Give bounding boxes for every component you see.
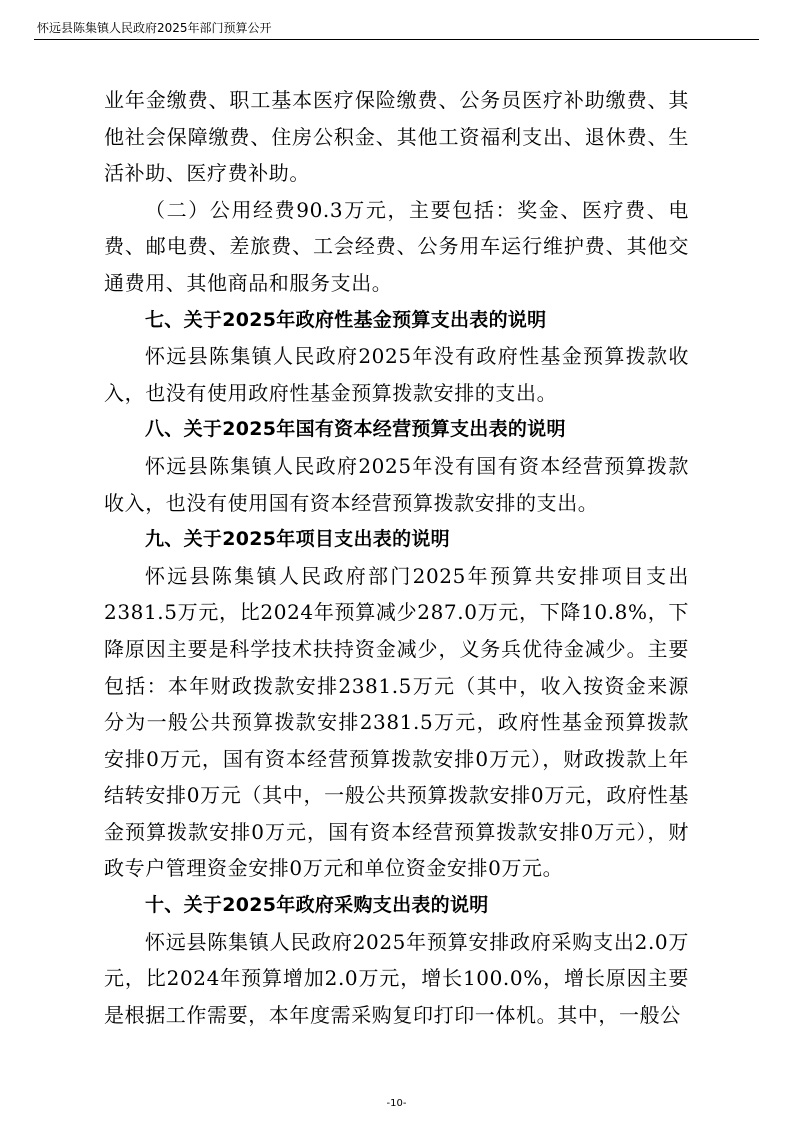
paragraph-government-fund: 怀远县陈集镇人民政府2025年没有政府性基金预算拨款收入，也没有使用政府性基金预算拨款安排的支出。 [104,344,689,405]
section-heading-8: 八、关于2025年国有资本经营预算支出表的说明 [145,418,566,441]
paragraph-personnel-expenses-continued: 业年金缴费、职工基本医疗保险缴费、公务员医疗补助缴费、其他社会保障缴费、住房公积金、其他工资福利支出、退休费、生活补助、医疗费补助。 [104,88,689,186]
header-divider [34,39,759,40]
paragraph-public-expenses: （二）公用经费90.3万元，主要包括：奖金、医疗费、电费、邮电费、差旅费、工会经费、公务用车运行维护费、其他交通费用、其他商品和服务支出。 [104,197,689,295]
paragraph-government-procurement: 怀远县陈集镇人民政府2025年预算安排政府采购支出2.0万元，比2024年预算增加2.0万元，增长100.0%，增长原因主要是根据工作需要，本年度需采购复印打印一体机。其中，一般公 [104,929,689,1027]
page-number: -10- [386,1098,407,1109]
document-body [104,82,689,1033]
paragraph-state-capital: 怀远县陈集镇人民政府2025年没有国有资本经营预算拨款收入，也没有使用国有资本经营预算拨款安排的支出。 [104,453,689,515]
section-heading-9: 九、关于2025年项目支出表的说明 [145,528,450,551]
paragraph-project-expenses: 怀远县陈集镇人民政府部门2025年预算共安排项目支出2381.5万元，比2024年预算减少287.0万元，下降10.8%，下降原因主要是科学技术扶持资金减少，义务兵优待金减少。主要包括：本年财政拨款安排2381.5万元（其中，收入按资金来源分为一般公共预算拨款安排2381.5万元，政府性基金预算拨款安排0万元，国有资本经营预算拨款安排0万元），财政拨款上年结转安排0万元（其中，一般公共预算拨款安排0万元，政府性基金预算拨款安排0万元，国有资本经营预算拨款安排0万元），财政专户管理资金安排0万元和单位资金安排0万元。 [104,563,689,881]
page-header-title: 怀远县陈集镇人民政府2025年部门预算公开 [37,21,272,35]
section-heading-7: 七、关于2025年政府性基金预算支出表的说明 [145,308,547,331]
section-heading-10: 十、关于2025年政府采购支出表的说明 [145,894,489,917]
